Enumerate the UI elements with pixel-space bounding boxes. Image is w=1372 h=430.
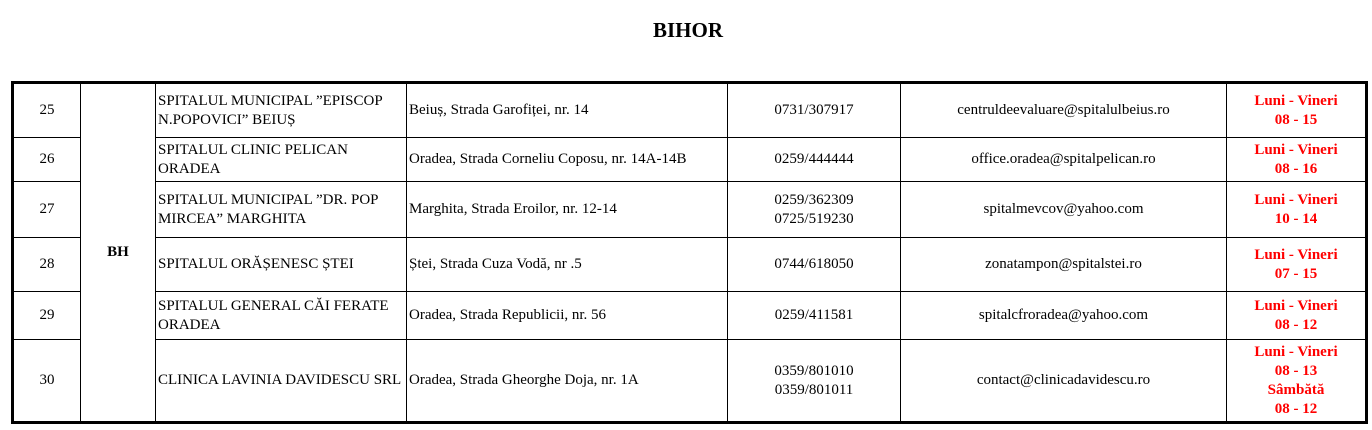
hospital-phone xyxy=(728,138,901,182)
hospital-name: SPITALUL MUNICIPAL ”DR. POP MIRCEA” MARGHITA xyxy=(156,182,407,238)
hospital-address: Beiuș, Strada Garofiței, nr. 14 xyxy=(407,84,728,138)
county-code: BH xyxy=(81,84,156,422)
hospital-hours xyxy=(1227,182,1366,238)
row-number: 28 xyxy=(14,238,81,292)
hours-days: Luni - Vineri xyxy=(1254,297,1338,314)
hospital-name: CLINICA LAVINIA DAVIDESCU SRL xyxy=(156,340,407,422)
hospital-email: spitalmevcov@yahoo.com xyxy=(901,182,1227,238)
hospital-phone xyxy=(728,238,901,292)
hospital-email: spitalcfroradea@yahoo.com xyxy=(901,292,1227,340)
hospital-address: Ștei, Strada Cuza Vodă, nr .5 xyxy=(407,238,728,292)
hours-days: Luni - Vineri xyxy=(1254,92,1338,109)
table-row xyxy=(14,84,1366,138)
hospital-address: Oradea, Strada Gheorghe Doja, nr. 1A xyxy=(407,340,728,422)
hours-days: Luni - Vineri xyxy=(1254,191,1338,208)
row-number: 30 xyxy=(14,340,81,422)
hours-days: Luni - Vineri xyxy=(1254,246,1338,263)
hours-interval: 08 - 12 xyxy=(1274,316,1318,333)
row-number: 26 xyxy=(14,138,81,182)
row-number: 29 xyxy=(14,292,81,340)
table-row xyxy=(14,238,1366,292)
phone-number: 0744/618050 xyxy=(774,256,854,272)
hospital-phone xyxy=(728,84,901,138)
phone-number: 0725/519230 xyxy=(774,210,854,227)
hours-interval: 07 - 15 xyxy=(1274,265,1318,282)
hospital-hours xyxy=(1227,292,1366,340)
hospital-email: zonatampon@spitalstei.ro xyxy=(901,238,1227,292)
hours-days: Luni - Vineri xyxy=(1254,141,1338,158)
hours-interval: 08 - 13 xyxy=(1274,362,1318,379)
hospital-email: centruldeevaluare@spitalulbeius.ro xyxy=(901,84,1227,138)
hospital-email: contact@clinicadavidescu.ro xyxy=(901,340,1227,422)
phone-number: 0259/444444 xyxy=(774,151,854,167)
phone-number: 0731/307917 xyxy=(774,102,854,118)
hospital-name: SPITALUL CLINIC PELICAN ORADEA xyxy=(156,138,407,182)
hospital-hours xyxy=(1227,138,1366,182)
hospital-table xyxy=(13,83,1366,422)
table-row xyxy=(14,292,1366,340)
hours-interval: 08 - 15 xyxy=(1274,111,1318,128)
table-row xyxy=(14,182,1366,238)
page-title: BIHOR xyxy=(652,18,723,42)
hospital-phone xyxy=(728,340,901,422)
hours-days: Sâmbătă xyxy=(1267,381,1325,398)
hours-interval: 08 - 12 xyxy=(1274,400,1318,417)
hospital-hours xyxy=(1227,84,1366,138)
hospital-hours xyxy=(1227,340,1366,422)
phone-number: 0359/801011 xyxy=(774,381,854,398)
hospital-email: office.oradea@spitalpelican.ro xyxy=(901,138,1227,182)
hospital-address: Oradea, Strada Republicii, nr. 56 xyxy=(407,292,728,340)
hospital-name: SPITALUL ORĂȘENESC ȘTEI xyxy=(156,238,407,292)
phone-number: 0359/801010 xyxy=(774,362,854,379)
hospital-address: Marghita, Strada Eroilor, nr. 12-14 xyxy=(407,182,728,238)
row-number: 27 xyxy=(14,182,81,238)
hours-days: Luni - Vineri xyxy=(1254,343,1338,360)
hospital-hours xyxy=(1227,238,1366,292)
table-row xyxy=(14,340,1366,422)
hours-interval: 08 - 16 xyxy=(1274,160,1318,177)
table-row xyxy=(14,138,1366,182)
hospital-address: Oradea, Strada Corneliu Coposu, nr. 14A-14B xyxy=(407,138,728,182)
phone-number: 0259/411581 xyxy=(774,307,854,323)
hospital-phone xyxy=(728,182,901,238)
row-number: 25 xyxy=(14,84,81,138)
phone-number: 0259/362309 xyxy=(774,191,854,208)
hospital-name: SPITALUL GENERAL CĂI FERATE ORADEA xyxy=(156,292,407,340)
hospital-name: SPITALUL MUNICIPAL ”EPISCOP N.POPOVICI” BEIUȘ xyxy=(156,84,407,138)
hours-interval: 10 - 14 xyxy=(1274,210,1318,227)
hospital-phone xyxy=(728,292,901,340)
